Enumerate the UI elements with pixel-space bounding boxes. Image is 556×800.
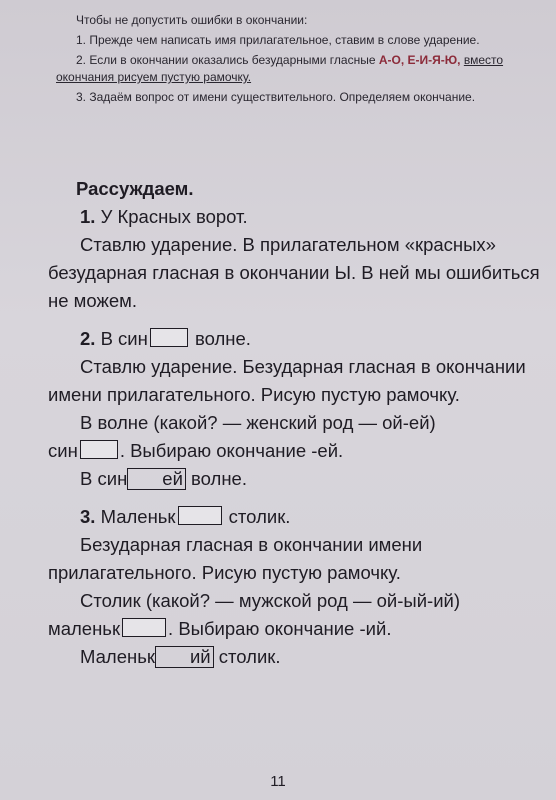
page-number: 11 xyxy=(270,773,286,790)
example-2-answer-pre: В син xyxy=(80,468,128,489)
example-2-number: 2. xyxy=(80,328,96,349)
reasoning-section xyxy=(48,175,548,671)
rules-block xyxy=(56,12,534,109)
rule-3: 3. Задаём вопрос от имени существительного. Определяем окончание. xyxy=(76,90,476,104)
example-2-question xyxy=(48,409,548,465)
example-2-stem-2: син xyxy=(48,440,78,461)
example-3-number: 3. xyxy=(80,506,96,527)
empty-ending-box xyxy=(150,328,188,347)
example-2-title xyxy=(80,325,548,353)
rule-2 xyxy=(56,52,534,86)
empty-ending-box xyxy=(80,440,118,459)
example-1-title xyxy=(80,203,548,231)
filled-ending-box: ий xyxy=(155,646,214,668)
example-2-text: Ставлю ударение. Безударная гласная в окончании имени прилагательного. Рисую пустую рамочку. xyxy=(48,356,526,405)
rules-intro: Чтобы не допустить ошибки в окончании: xyxy=(76,13,308,27)
example-2-answer-post: волне. xyxy=(185,468,247,489)
rule-2-underlined: вместо окончания рисуем пустую рамочку. xyxy=(56,53,504,84)
rule-2-text: 2. Если в окончании оказались безударными гласные xyxy=(76,53,379,67)
example-3-answer xyxy=(48,643,548,671)
rule-1: 1. Прежде чем написать имя прилагательное, ставим в слове ударение. xyxy=(76,33,480,47)
empty-ending-box xyxy=(122,618,166,637)
example-1-text: Ставлю ударение. В прилагательном «красных» безударная гласная в окончании Ы. В ней мы ошибиться не можем. xyxy=(48,234,540,311)
example-2-choose: . Выбираю окончание -ей. xyxy=(119,440,344,461)
reasoning-heading: Рассуждаем. xyxy=(76,178,194,199)
example-3-text: Безударная гласная в окончании имени прилагательного. Рисую пустую рамочку. xyxy=(48,534,423,583)
example-3-answer-post: столик. xyxy=(213,646,281,667)
example-2-stem: В син xyxy=(100,328,148,349)
example-3-noun: столик. xyxy=(228,506,291,527)
example-3-question-text: Столик (какой? — мужской род — ой-ый-ий) xyxy=(80,590,461,611)
rule-2-vowels-1: А-О, xyxy=(378,53,405,67)
example-2-answer xyxy=(48,465,548,493)
example-3-title xyxy=(80,503,548,531)
example-3-question xyxy=(48,587,548,643)
example-3-answer-pre: Маленьк xyxy=(80,646,155,667)
example-1-phrase: У Красных ворот. xyxy=(100,206,248,227)
example-3-choose: . Выбираю окончание -ий. xyxy=(168,618,392,639)
example-3-stem: Маленьк xyxy=(100,506,176,527)
example-3-stem-2: маленьк xyxy=(48,618,121,639)
example-1-number: 1. xyxy=(80,206,96,227)
example-2-noun: волне. xyxy=(195,328,251,349)
rule-2-vowels-2: Е-И-Я-Ю, xyxy=(407,53,461,67)
empty-ending-box xyxy=(178,506,222,525)
example-2-question-text: В волне (какой? — женский род — ой-ей) xyxy=(80,412,436,433)
filled-ending-box: ей xyxy=(127,468,186,490)
